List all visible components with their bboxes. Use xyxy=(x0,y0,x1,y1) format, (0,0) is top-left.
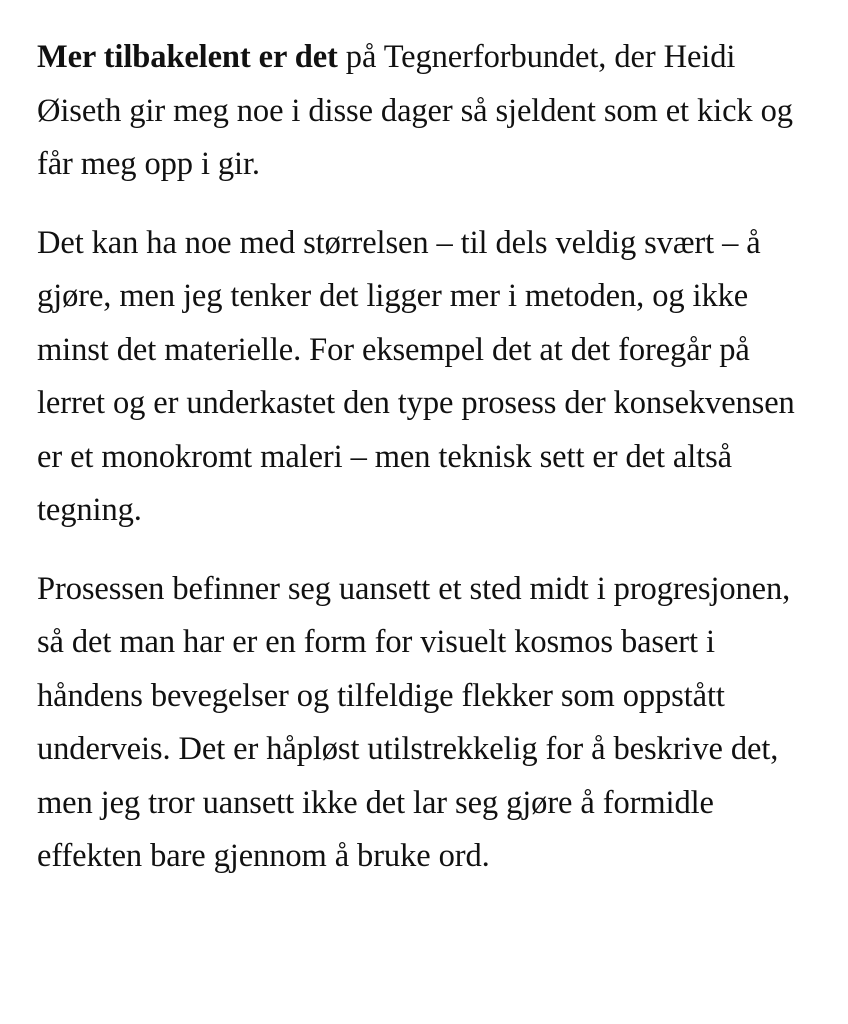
article-paragraph xyxy=(37,217,800,538)
article-paragraph xyxy=(37,563,800,884)
paragraph-text: på Tegnerforbundet, der Heidi Øiseth gir meg noe i disse dager så sjeldent som et kick og får meg opp i gir. xyxy=(37,39,793,182)
article-paragraph xyxy=(37,31,800,192)
paragraph-text: Det kan ha noe med størrelsen – til dels veldig svært – å gjøre, men jeg tenker det ligger mer i metoden, og ikke minst det materielle. For eksempel det at det foregår på lerret og er underkastet den type prosess der konsekvensen er et monokromt maleri – men teknisk sett er det altså tegning. xyxy=(37,224,795,528)
paragraph-lead-in: Mer tilbakelent er det xyxy=(37,39,338,75)
paragraph-text: Prosessen befinner seg uansett et sted midt i progresjonen, så det man har er en form for visuelt kosmos basert i håndens bevegelser og tilfeldige flekker som oppstått underveis. Det er håpløst utilstrekkelig for å beskrive det, men jeg tror uansett ikke det lar seg gjøre å formidle effekten bare gjennom å bruke ord. xyxy=(37,570,791,874)
